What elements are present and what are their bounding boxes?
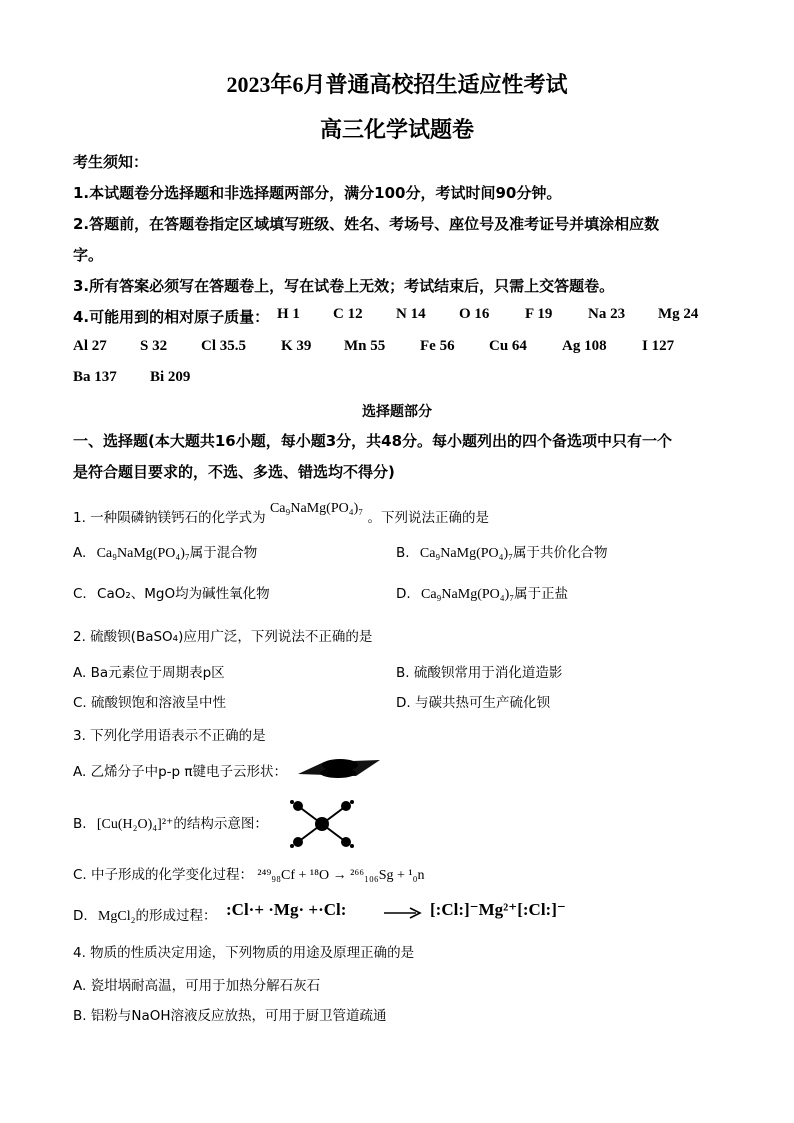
option-text: 的形成过程： (135, 908, 217, 924)
option-label: B. (73, 816, 87, 832)
option-text: CaO₂、MgO均为碱性氧化物 (97, 586, 270, 602)
question-3-option-b[interactable] (73, 812, 268, 833)
notice-item-2-line2: 字。 (73, 246, 104, 264)
notice-item-2-line1: 2.答题前，在答题卷指定区域填写班级、姓名、考场号、座位号及准考证号并填涂相应数 (73, 215, 660, 233)
atomic-mass: C 12 (333, 306, 363, 322)
nuclear-equation: ²⁴⁹₉₈Cf + ¹⁸O → ²⁶⁶₁₀₆Sg + ¹₀n (257, 868, 425, 883)
question-3-stem: 3. 下列化学用语表示不正确的是 (73, 728, 266, 744)
mgcl2-lewis-reactants: :Cl·+ ·Mg· +·Cl: (226, 900, 347, 919)
question-4-option-a[interactable]: A. 瓷坩埚耐高温，可用于加热分解石灰石 (73, 978, 321, 994)
question-4-stem: 4. 物质的性质决定用途，下列物质的用途及原理正确的是 (73, 945, 415, 961)
section-instructions-line2: 是符合题目要求的，不选、多选、错选均不得分) (73, 463, 395, 481)
water-ligand (293, 837, 303, 847)
notice-heading: 考生须知： (73, 153, 149, 171)
cu-atom (315, 817, 329, 831)
atomic-mass: Mn 55 (344, 338, 386, 354)
question-1-stem (73, 501, 489, 527)
question-3-option-a[interactable]: A. 乙烯分子中p-p π键电子云形状： (73, 764, 288, 780)
notice-item-4-label: 4.可能用到的相对原子质量： (73, 308, 270, 326)
option-label: D. (73, 908, 88, 924)
option-formula: Ca₉NaMg(PO₄)₇ (419, 546, 514, 561)
notice-item-3: 3.所有答案必须写在答题卷上，写在试卷上无效；考试结束后，只需上交答题卷。 (73, 277, 615, 295)
question-2-stem: 2. 硫酸钡(BaSO₄)应用广泛，下列说法不正确的是 (73, 629, 373, 645)
option-text: 属于共价化合物 (513, 545, 608, 561)
exam-title: 2023年6月普通高校招生适应性考试 (226, 72, 568, 97)
option-formula: MgCl₂ (97, 909, 136, 924)
option-label: B. (396, 545, 410, 561)
pi-bond-lower-lobe (320, 768, 356, 778)
question-2-option-a[interactable]: A. Ba元素位于周期表p区 (73, 665, 225, 681)
question-2-option-d[interactable]: D. 与碳共热可生产硫化钡 (396, 695, 550, 711)
option-text: 属于正盐 (514, 586, 569, 602)
water-ligand (293, 801, 303, 811)
atomic-mass: Al 27 (73, 338, 107, 354)
atomic-mass: Ba 137 (73, 369, 117, 385)
atomic-mass: Cl 35.5 (201, 338, 246, 354)
reaction-arrow-icon (382, 906, 422, 920)
atomic-mass: K 39 (281, 338, 312, 354)
question-4-option-b[interactable]: B. 铝粉与NaOH溶液反应放热，可用于厨卫管道疏通 (73, 1008, 387, 1024)
question-1-option-c[interactable] (73, 582, 270, 602)
question-1-option-b[interactable] (396, 541, 608, 562)
question-2-option-c[interactable]: C. 硫酸钡饱和溶液呈中性 (73, 695, 227, 711)
atomic-mass: H 1 (277, 306, 300, 322)
atomic-mass: Bi 209 (150, 369, 191, 385)
cu-complex-structure-diagram (286, 796, 358, 852)
exam-subtitle: 高三化学试题卷 (319, 117, 474, 142)
option-label: A. (73, 545, 87, 561)
option-text: C. 中子形成的化学变化过程： (73, 867, 254, 883)
water-ligand (341, 801, 351, 811)
option-formula: Ca₉NaMg(PO₄)₇ (420, 587, 515, 602)
atomic-mass: I 127 (642, 338, 675, 354)
pi-bond-cloud-diagram (296, 756, 382, 780)
question-1-formula: Ca₉NaMg(PO₄)₇ (269, 501, 364, 516)
atomic-mass: Mg 24 (658, 306, 699, 322)
section-title: 选择题部分 (362, 404, 432, 420)
option-text: 的结构示意图： (173, 816, 268, 832)
option-text: 属于混合物 (189, 545, 258, 561)
option-formula: Ca₉NaMg(PO₄)₇ (96, 546, 190, 561)
atomic-mass: Na 23 (588, 306, 626, 322)
question-1-stem-tail: 。下列说法正确的是 (367, 510, 489, 526)
question-1-option-d[interactable] (396, 582, 568, 603)
question-3-option-d[interactable] (73, 904, 217, 925)
atomic-mass: Cu 64 (489, 338, 527, 354)
water-ligand (341, 837, 351, 847)
option-formula: [Cu(H₂O)₄]²⁺ (96, 817, 174, 832)
notice-item-1: 1.本试题卷分选择题和非选择题两部分，满分100分，考试时间90分钟。 (73, 184, 562, 202)
question-1-option-a[interactable] (73, 541, 257, 562)
atomic-mass: Ag 108 (562, 338, 607, 354)
question-1-stem-text: 1. 一种陨磷钠镁钙石的化学式为 (73, 510, 266, 526)
atomic-mass: S 32 (140, 338, 168, 354)
atomic-mass: O 16 (459, 306, 490, 322)
question-3-option-c[interactable] (73, 863, 424, 884)
question-2-option-b[interactable]: B. 硫酸钡常用于消化道造影 (396, 665, 563, 681)
atomic-mass: Fe 56 (420, 338, 455, 354)
atomic-mass: N 14 (396, 306, 426, 322)
mgcl2-lewis-product: [:Cl:]⁻Mg²⁺[:Cl:]⁻ (430, 900, 566, 919)
section-instructions-line1: 一、选择题(本大题共16小题，每小题3分，共48分。每小题列出的四个备选项中只有一个 (73, 432, 673, 450)
option-label: D. (396, 586, 411, 602)
option-label: C. (73, 586, 87, 602)
atomic-mass: F 19 (525, 306, 553, 322)
